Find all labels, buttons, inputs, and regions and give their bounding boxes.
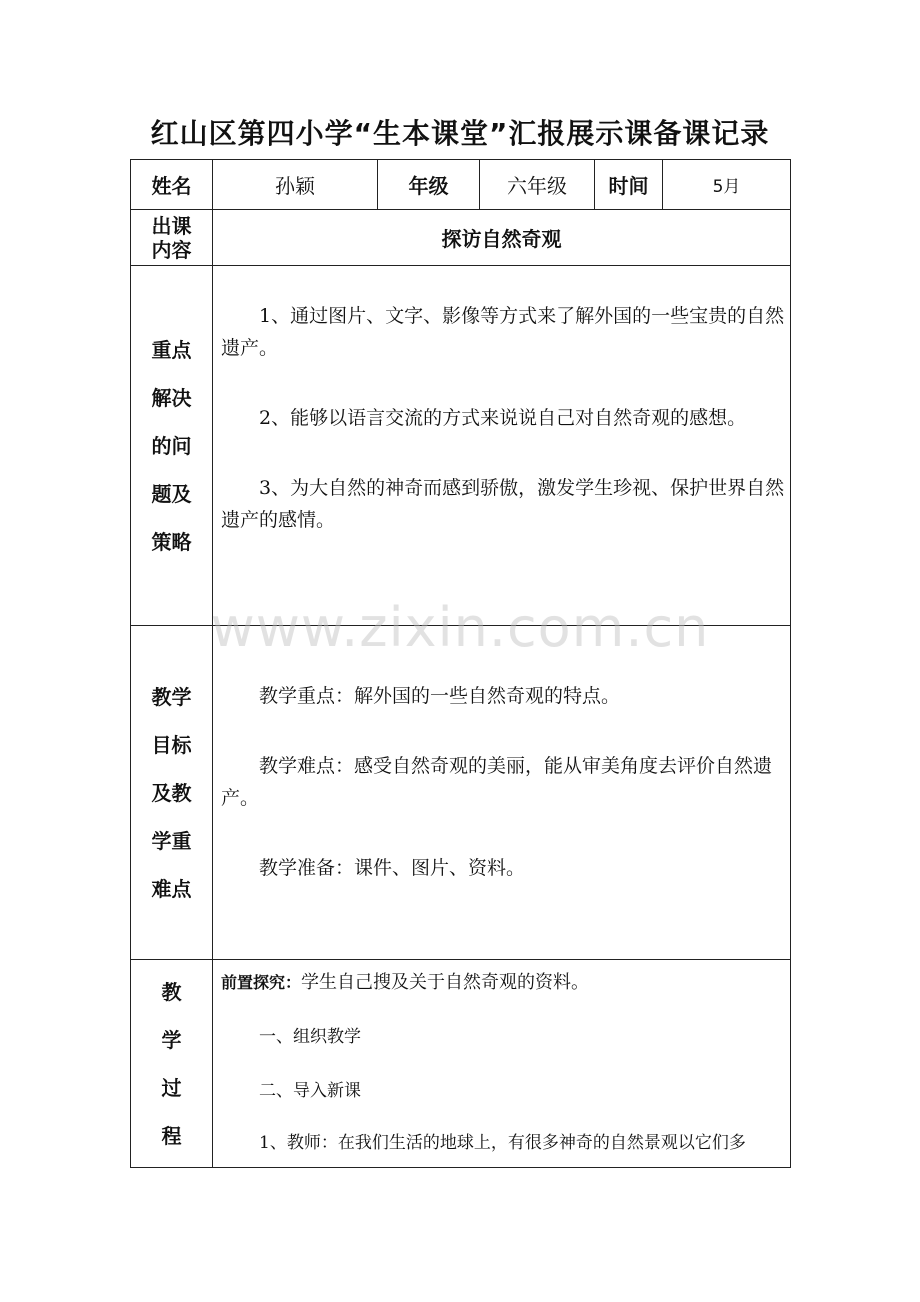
process-label — [131, 960, 213, 1168]
process-row — [131, 960, 791, 1168]
label-line: 程 — [161, 1123, 182, 1148]
grade-label: 年级 — [378, 160, 480, 210]
key-problems-label — [131, 266, 213, 626]
page-title: 红山区第四小学“生本课堂”汇报展示课备课记录 — [150, 117, 770, 150]
label-line: 及教 — [151, 780, 192, 805]
key-problems-row — [131, 266, 791, 626]
content-paragraph: 2、能够以语言交流的方式来说说自己对自然奇观的感想。 — [259, 407, 747, 429]
process-step: 一、组织教学 — [259, 1027, 361, 1047]
pre-study-text: 学生自己搜及关于自然奇观的资料。 — [301, 972, 590, 993]
lesson-label-line2: 内容 — [151, 237, 192, 262]
objectives-row — [131, 626, 791, 960]
pre-study-label: 前置探究： — [221, 973, 302, 992]
label-line: 学 — [161, 1027, 182, 1052]
process-content — [213, 960, 791, 1168]
time-label: 时间 — [595, 160, 663, 210]
lesson-value: 探访自然奇观 — [213, 210, 791, 266]
label-line: 教学 — [151, 684, 192, 709]
content-paragraph: 教学准备：课件、图片、资料。 — [259, 857, 526, 879]
lesson-record-table — [130, 159, 791, 1168]
name-label: 姓名 — [131, 160, 213, 210]
label-line: 过 — [161, 1075, 182, 1100]
label-line: 的问 — [151, 433, 192, 458]
lesson-label-line1: 出课 — [151, 213, 192, 238]
label-line: 难点 — [151, 876, 192, 901]
label-line: 解决 — [151, 385, 192, 410]
content-paragraph: 1、通过图片、文字、影像等方式来了解外国的一些宝贵的自然遗产。 — [221, 305, 785, 359]
label-line: 题及 — [151, 481, 192, 506]
content-paragraph: 教学重点：解外国的一些自然奇观的特点。 — [259, 685, 621, 707]
content-paragraph: 教学难点：感受自然奇观的美丽，能从审美角度去评价自然遗产。 — [221, 755, 773, 809]
objectives-content — [213, 626, 791, 960]
key-problems-content — [213, 266, 791, 626]
lesson-label — [131, 210, 213, 266]
pre-study-line — [221, 968, 786, 998]
label-line: 重点 — [151, 337, 192, 362]
process-step: 1、教师：在我们生活的地球上，有很多神奇的自然景观以它们多 — [259, 1133, 746, 1153]
name-value: 孙颖 — [213, 160, 378, 210]
process-step: 二、导入新课 — [259, 1081, 361, 1101]
header-row — [131, 160, 791, 210]
label-line: 目标 — [151, 732, 192, 757]
content-paragraph: 3、为大自然的神奇而感到骄傲，激发学生珍视、保护世界自然遗产的感情。 — [221, 477, 785, 531]
label-line: 教 — [161, 979, 182, 1004]
lesson-row — [131, 210, 791, 266]
time-value: 5月 — [663, 160, 791, 210]
watermark: www.zixin.com.cn — [210, 596, 710, 659]
objectives-label — [131, 626, 213, 960]
grade-value: 六年级 — [480, 160, 595, 210]
label-line: 学重 — [151, 828, 192, 853]
label-line: 策略 — [151, 529, 192, 554]
